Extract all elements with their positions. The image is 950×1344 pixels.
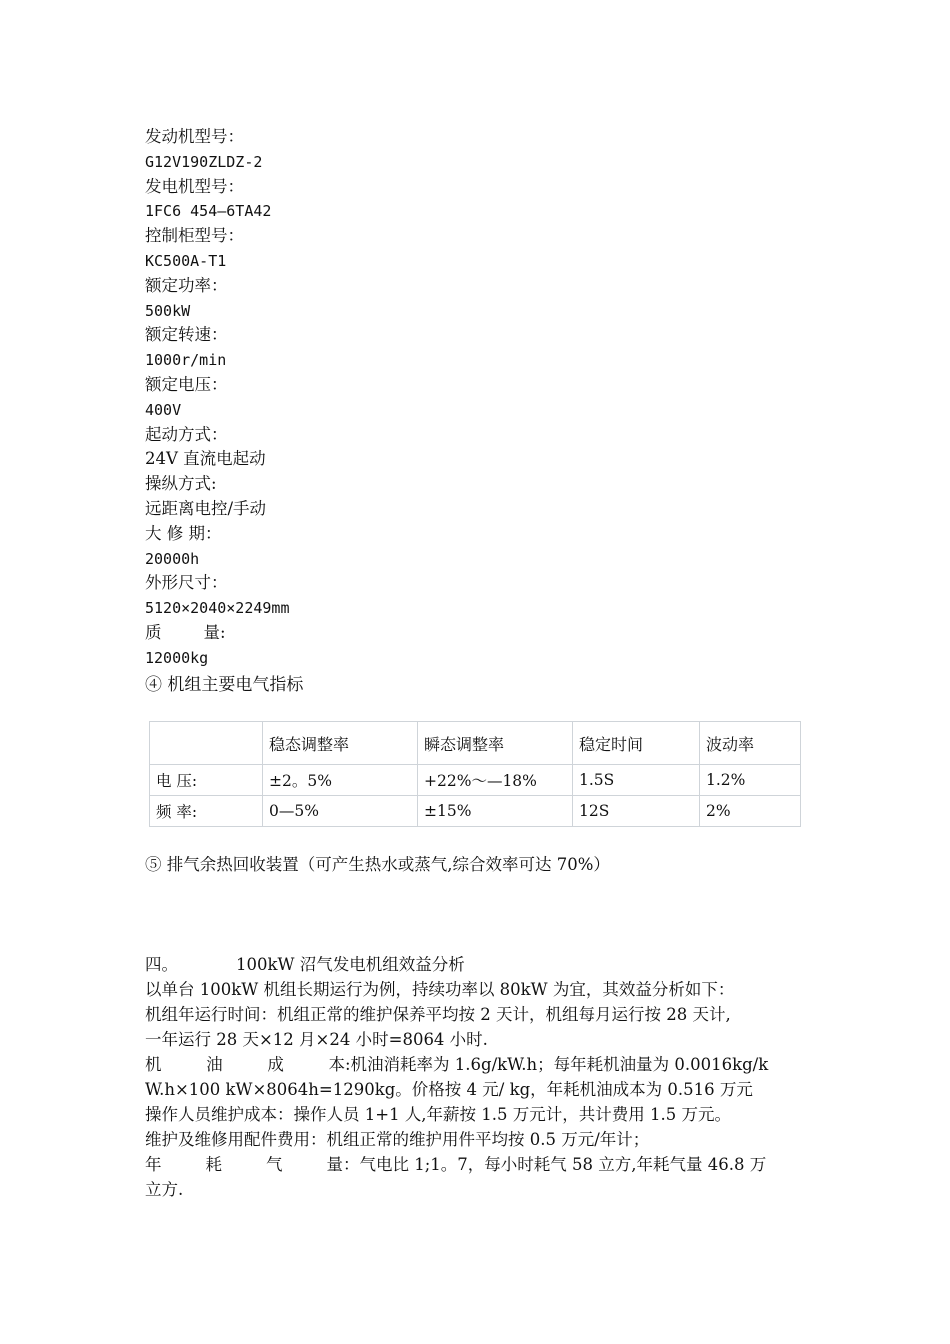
gas-consumption-label-char: 量 [326, 1155, 343, 1174]
gas-consumption-line-1 [145, 1152, 815, 1177]
spec-label-weight: 质 量: [145, 622, 226, 642]
analysis-intro: 以单台 100kW 机组长期运行为例，持续功率以 80kW 为宜，其效益分析如下： [145, 980, 735, 999]
table-cell: +22%～—18% [418, 765, 573, 796]
spec-label-control-cabinet: 控制柜型号： [145, 226, 244, 246]
spec-label-engine: 发动机型号： [145, 127, 244, 146]
spec-value-weight: 12000kg [145, 648, 209, 667]
table-cell: 频 率: [150, 796, 263, 827]
exhaust-heat-recovery-note: ⑤ 排气余热回收装置（可产生热水或蒸气,综合效率可达 70%） [145, 855, 610, 874]
spec-value-dimensions: 5120×2040×2249mm [145, 599, 290, 618]
table-header-cell: 稳定时间 [573, 722, 700, 765]
electrical-indicators-title: ④ 机组主要电气指标 [145, 675, 304, 695]
gas-consumption-label-char: 耗 [205, 1155, 222, 1174]
table-cell: 电 压: [150, 765, 263, 796]
spec-value-rated-speed: 1000r/min [145, 351, 227, 370]
oil-cost-label-char: 本 [328, 1055, 345, 1074]
electrical-indicators-table [149, 721, 801, 827]
spec-value-control-cabinet: KC500A-T1 [145, 251, 227, 270]
benefit-analysis-section [145, 952, 815, 1202]
gas-consumption-label-char: 气 [266, 1155, 283, 1174]
table-cell: 0—5% [263, 796, 418, 827]
oil-cost-label-char: 油 [206, 1055, 223, 1074]
table-cell: 1.2% [700, 765, 801, 796]
annual-runtime-line-1: 机组年运行时间：机组正常的维护保养平均按 2 天计，机组每月运行按 28 天计, [145, 1005, 731, 1024]
table-header-cell [150, 722, 263, 765]
table-header-row [150, 722, 801, 765]
section-heading [145, 952, 815, 977]
table-cell: 2% [700, 796, 801, 827]
spec-label-dimensions: 外形尺寸： [145, 573, 228, 593]
table-row [150, 796, 801, 827]
spec-label-rated-power: 额定功率： [145, 275, 228, 295]
table-header-cell: 稳态调整率 [263, 722, 418, 765]
spec-value-engine: G12V190ZLDZ-2 [145, 152, 263, 171]
gas-consumption-line-2: 立方. [145, 1180, 184, 1199]
oil-cost-text: :机油消耗率为 1.6g/kW.h；每年耗机油量为 0.0016kg/k [345, 1055, 769, 1074]
section-number: 四。 [145, 955, 178, 974]
spec-label-rated-voltage: 额定电压： [145, 374, 228, 394]
spec-value-generator: 1FC6 454—6TA42 [145, 202, 272, 221]
staff-cost-line: 操作人员维护成本：操作人员 1+1 人,年薪按 1.5 万元计，共计费用 1.5 万元。 [145, 1105, 732, 1124]
table-header-cell: 瞬态调整率 [418, 722, 573, 765]
spec-label-rated-speed: 额定转速： [145, 325, 228, 345]
spec-label-start-method: 起动方式： [145, 424, 228, 444]
spec-value-rated-power: 500kW [145, 301, 191, 320]
table-row [150, 765, 801, 796]
table-cell: ±15% [418, 796, 573, 827]
spec-value-operation-method: 远距离电控/手动 [145, 498, 267, 518]
spec-value-rated-voltage: 400V [145, 400, 182, 419]
oil-cost-line-2: W.h×100 kW×8064h=1290kg。价格按 4 元/ kg，年耗机油成本为 0.516 万元 [145, 1080, 753, 1099]
oil-cost-label-char: 成 [267, 1055, 284, 1074]
oil-cost-line-1 [145, 1052, 815, 1077]
table-cell: ±2。5% [263, 765, 418, 796]
spec-value-overhaul-period: 20000h [145, 549, 200, 568]
spec-list [145, 125, 825, 671]
section-heading-text: 100kW 沼气发电机组效益分析 [236, 955, 465, 974]
spec-label-operation-method: 操纵方式: [145, 474, 217, 494]
spec-value-start-method: 24V 直流电起动 [145, 449, 266, 469]
gas-consumption-label [145, 1152, 343, 1177]
spec-label-generator: 发电机型号： [145, 176, 244, 196]
gas-consumption-label-char: 年 [145, 1155, 162, 1174]
parts-cost-line: 维护及维修用配件费用：机组正常的维护用件平均按 0.5 万元/年计； [145, 1130, 650, 1149]
table-cell: 1.5S [573, 765, 700, 796]
oil-cost-label [145, 1052, 345, 1077]
gas-consumption-text: ：气电比 1;1。7，每小时耗气 58 立方,年耗气量 46.8 万 [343, 1155, 767, 1174]
table-cell: 12S [573, 796, 700, 827]
oil-cost-label-char: 机 [145, 1055, 162, 1074]
table-header-cell: 波动率 [700, 722, 801, 765]
spec-label-overhaul-period: 大 修 期： [145, 523, 222, 543]
annual-runtime-line-2: 一年运行 28 天×12 月×24 小时=8064 小时. [145, 1030, 488, 1049]
